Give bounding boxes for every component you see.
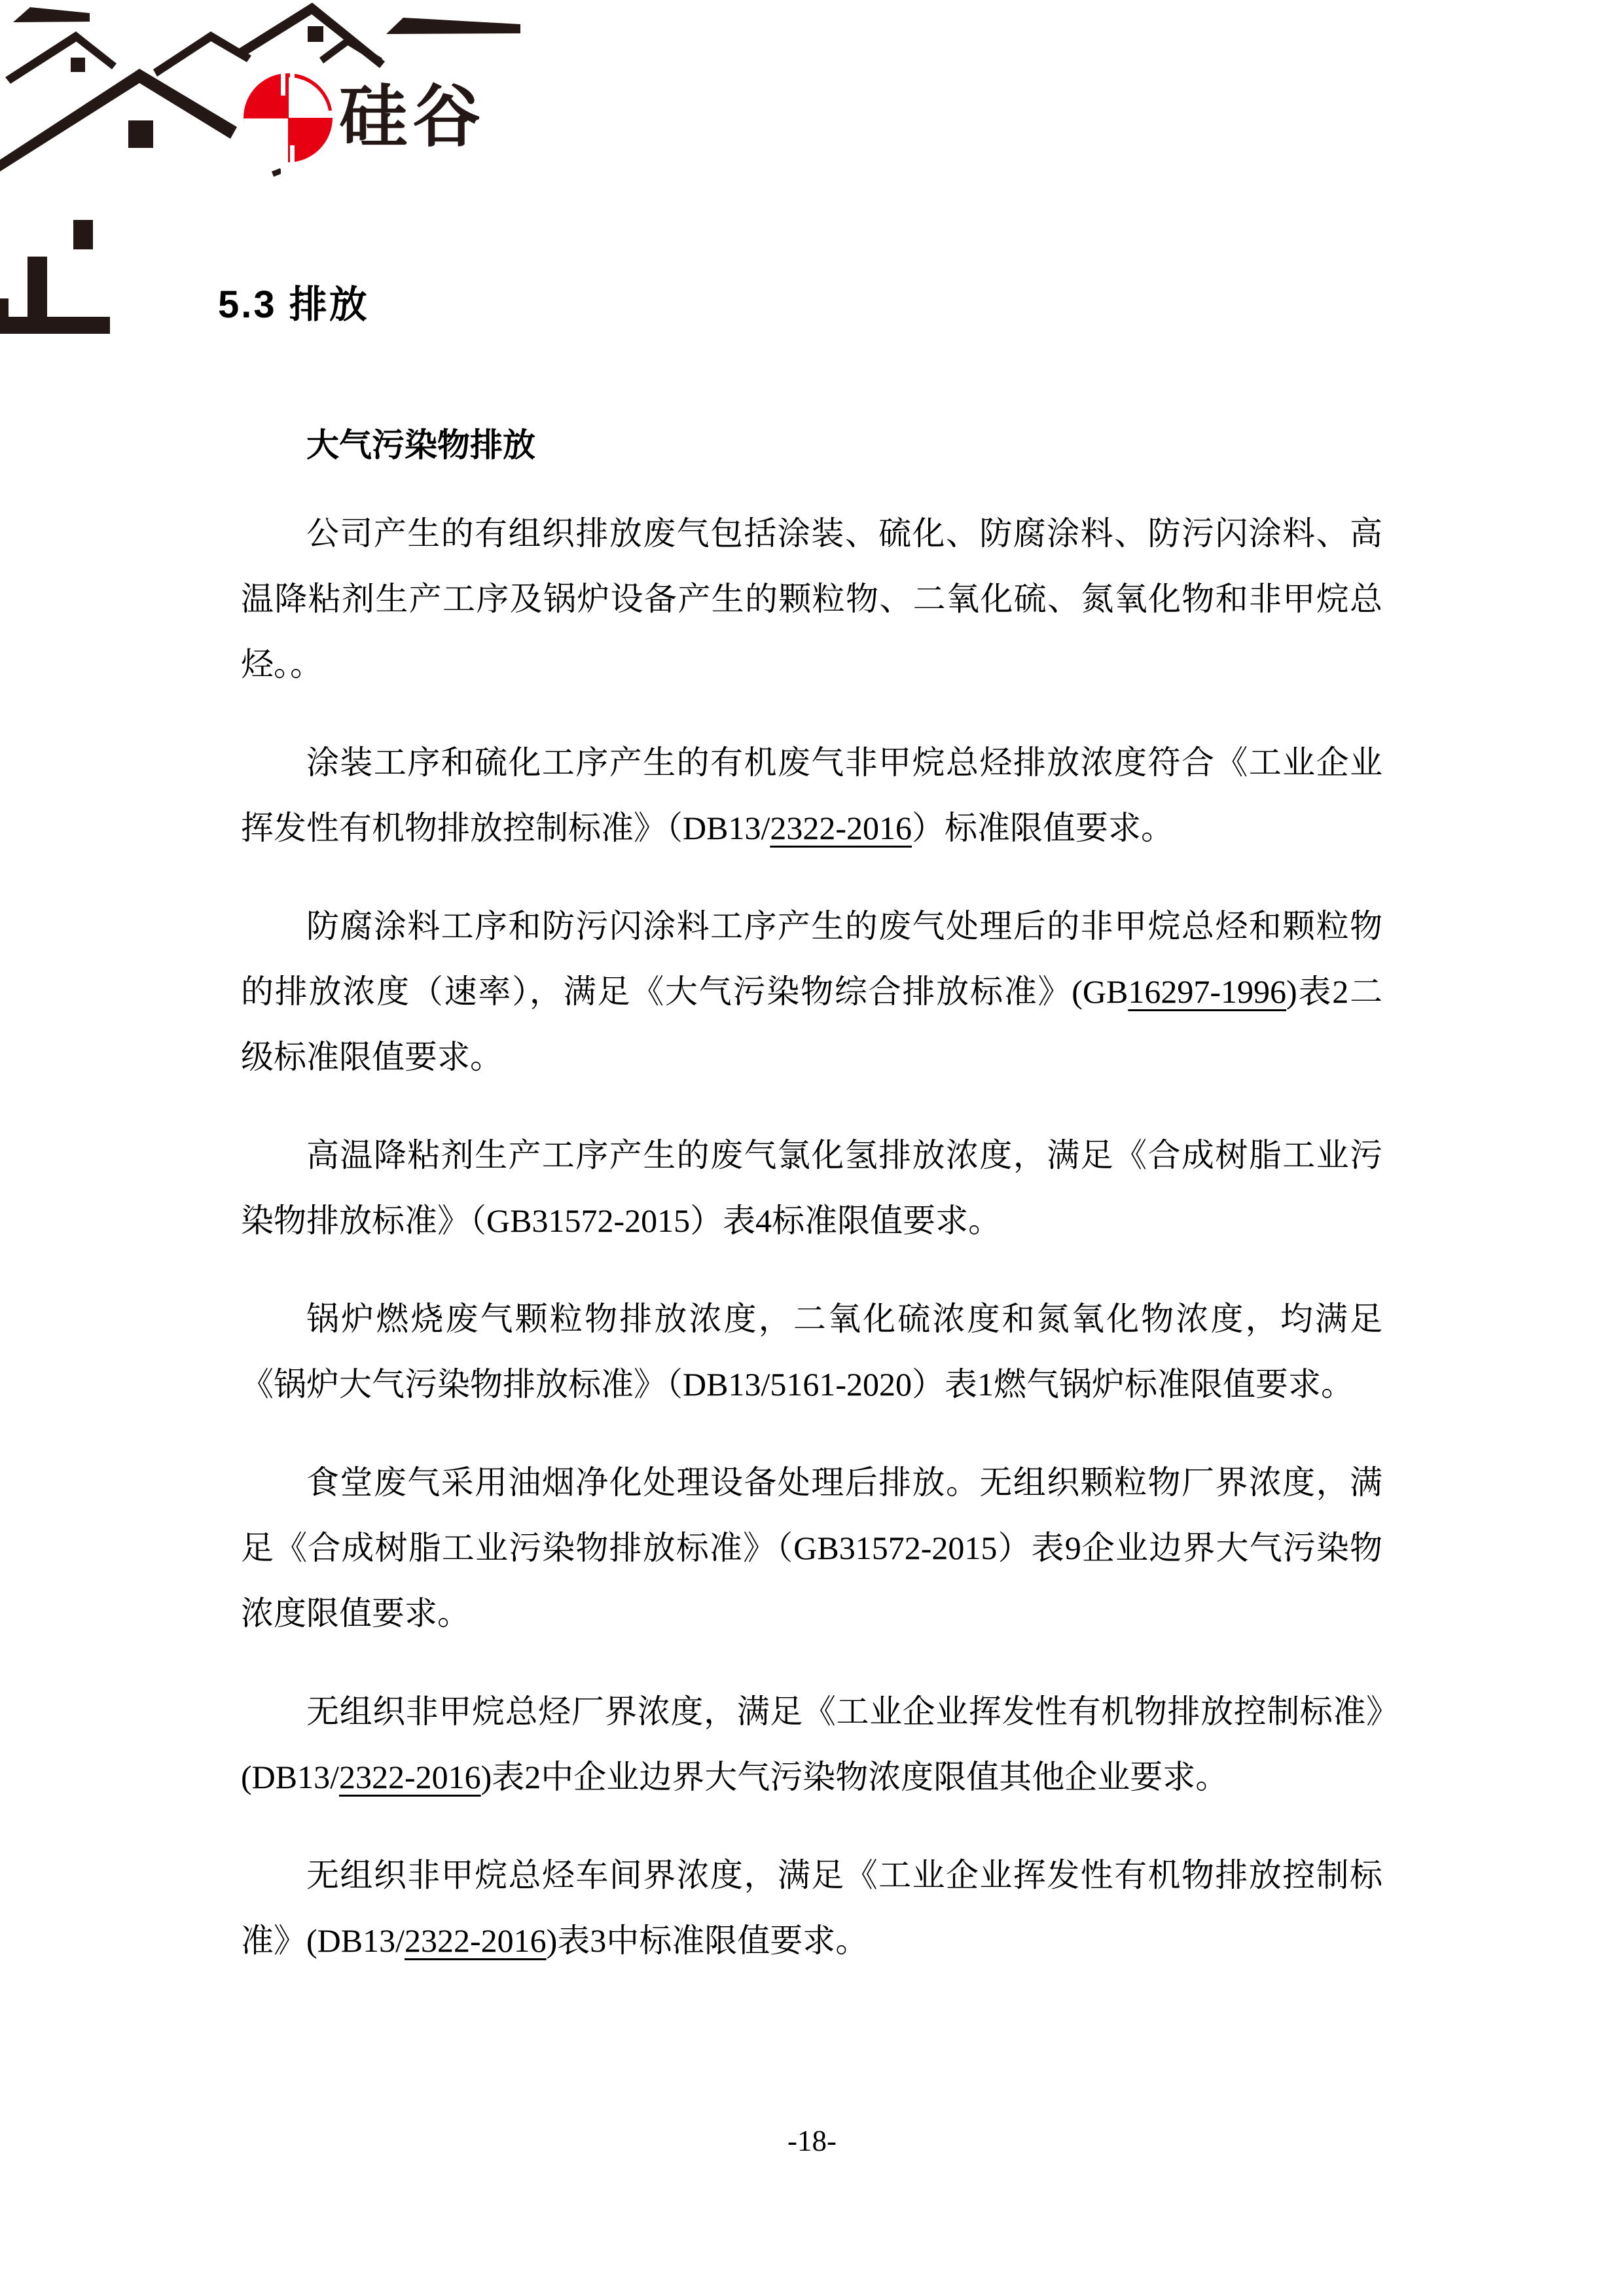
underlined-standard-number: 2322-2016: [770, 810, 912, 846]
paragraph: [241, 501, 1382, 697]
text-segment: )表2二级标准限值要求。: [241, 973, 1382, 1075]
text-segment: )表3中标准限值要求。: [546, 1922, 869, 1959]
paragraph: [241, 1679, 1382, 1810]
text-segment: 无组织非甲烷总烃车间界浓度，满足《工业企业挥发性有机物排放控制标准》(DB13/: [241, 1857, 1382, 1959]
paragraph: [241, 730, 1382, 861]
text-segment: 锅炉燃烧废气颗粒物排放浓度，二氧化硫浓度和氮氧化物浓度，均满足《锅炉大气污染物排放标准》（DB13/5161-2020）表1燃气锅炉标准限值要求。: [241, 1300, 1382, 1403]
text-segment: 高温降粘剂生产工序产生的废气氯化氢排放浓度，满足《合成树脂工业污染物排放标准》（GB31572-2015）表4标准限值要求。: [241, 1137, 1382, 1239]
section-heading: 5.3 排放: [218, 283, 369, 326]
text-segment: 无组织非甲烷总烃厂界浓度，满足《工业企业挥发性有机物排放控制标准》(DB13/: [241, 1693, 1382, 1795]
text-segment: 防腐涂料工序和防污闪涂料工序产生的废气处理后的非甲烷总烃和颗粒物的排放浓度（速率），满足《大气污染物综合排放标准》(GB: [241, 908, 1382, 1010]
page-number: -18-: [787, 2125, 837, 2157]
paragraph: [241, 1286, 1382, 1417]
text-segment: )表2中企业边界大气污染物浓度限值其他企业要求。: [480, 1759, 1229, 1795]
text-segment: 食堂废气采用油烟净化处理设备处理后排放。无组织颗粒物厂界浓度，满足《合成树脂工业污染物排放标准》（GB31572-2015）表9企业边界大气污染物浓度限值要求。: [241, 1464, 1382, 1632]
underlined-standard-number: 2322-2016: [405, 1922, 547, 1959]
paragraph: [241, 1842, 1382, 1973]
text-segment: ）标准限值要求。: [912, 810, 1174, 846]
paragraph: [241, 893, 1382, 1090]
paragraph: [241, 1450, 1382, 1646]
underlined-standard-number: 2322-2016: [339, 1759, 481, 1795]
text-segment: 公司产生的有组织排放废气包括涂装、硫化、防腐涂料、防污闪涂料、高温降粘剂生产工序及锅炉设备产生的颗粒物、二氧化硫、氮氧化物和非甲烷总烃。。: [241, 515, 1382, 683]
s-emblem-icon: [244, 62, 333, 175]
content-area: [241, 412, 1382, 2006]
paragraph: [241, 1122, 1382, 1253]
logo-text: 硅谷: [339, 79, 486, 155]
underlined-standard-number: 16297-1996: [1128, 973, 1287, 1010]
text-segment: 涂装工序和硫化工序产生的有机废气非甲烷总烃排放浓度符合《工业企业挥发性有机物排放控制标准》（DB13/: [241, 744, 1382, 846]
paragraph-list: [241, 501, 1382, 1973]
subsection-heading: 大气污染物排放: [306, 427, 535, 463]
